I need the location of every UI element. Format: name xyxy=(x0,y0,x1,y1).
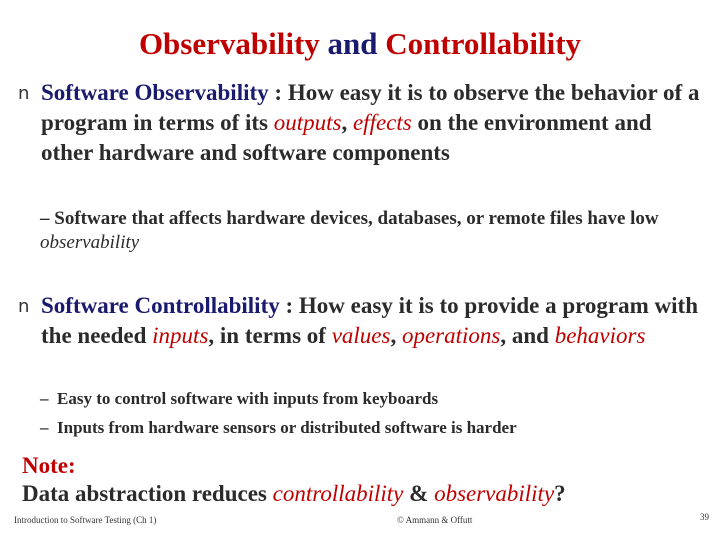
note-label: Note: xyxy=(22,453,76,478)
bullet-text-part: on the environment and other hardware and software components xyxy=(41,110,652,165)
note-text-part: Data abstraction reduces xyxy=(22,481,273,506)
bullet-text-part: , in terms of xyxy=(208,323,332,348)
em-outputs: outputs xyxy=(273,110,342,135)
bullet-text-part: , xyxy=(390,323,402,348)
sub-bullet-keyboards xyxy=(40,388,438,410)
bullet-text-part: , xyxy=(341,110,353,135)
em-observability-note: observability xyxy=(434,481,555,506)
bullet-text-part: How easy it is to observe the behavior of a program in terms of its xyxy=(41,80,700,135)
sub-text: Inputs from hardware sensors or distributed software is harder xyxy=(57,418,517,437)
bullet-marker-controllability: n xyxy=(18,296,30,317)
title-and: and xyxy=(319,26,386,61)
note-block xyxy=(22,452,566,508)
bullet-text-part: , and xyxy=(500,323,555,348)
term-software-controllability: Software Controllability xyxy=(41,293,280,318)
term-software-observability: Software Observability xyxy=(41,80,269,105)
em-behaviors: behaviors xyxy=(554,323,646,348)
em-values: values xyxy=(331,323,391,348)
sub-text: Easy to control software with inputs from keyboards xyxy=(57,389,439,408)
footer-course: Introduction to Software Testing (Ch 1) xyxy=(14,515,157,525)
em-operations: operations xyxy=(401,323,501,348)
slide-title xyxy=(0,24,720,64)
dash: – xyxy=(40,418,49,437)
bullet-marker-observability: n xyxy=(18,83,30,104)
note-text-part: & xyxy=(403,481,435,506)
bullet-text-part: How easy it is to provide a program with the needed xyxy=(41,293,698,348)
em-controllability: controllability xyxy=(272,481,404,506)
note-text xyxy=(22,480,566,508)
sub-bullet-sensors xyxy=(40,417,517,439)
em-inputs: inputs xyxy=(152,323,209,348)
title-controllability: Controllability xyxy=(385,26,582,61)
em-observability: observability xyxy=(40,232,140,253)
bullet-observability xyxy=(41,78,701,168)
footer-page-number: 39 xyxy=(700,512,709,522)
separator: : xyxy=(268,80,288,105)
footer-copyright: © Ammann & Offutt xyxy=(397,515,473,525)
separator: : xyxy=(279,293,299,318)
title-observability: Observability xyxy=(138,26,320,61)
bullet-controllability xyxy=(41,291,701,351)
note-text-part: ? xyxy=(554,481,566,506)
dash: – xyxy=(40,208,50,229)
em-effects: effects xyxy=(352,110,412,135)
sub-bullet-observability xyxy=(40,207,700,255)
dash: – xyxy=(40,389,49,408)
sub-text: Software that affects hardware devices, databases, or remote files have low xyxy=(54,208,659,229)
